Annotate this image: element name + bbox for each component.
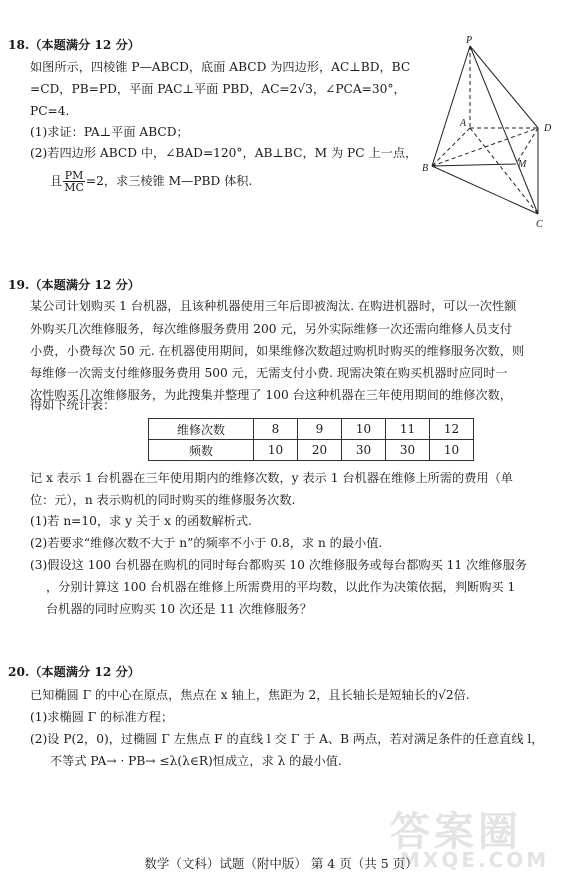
watermark-url: MXQE.COM	[400, 848, 550, 872]
label-b: B	[422, 163, 429, 174]
table-cell: 8	[254, 419, 298, 440]
label-m: M	[518, 159, 527, 170]
table-cell: 30	[342, 440, 386, 461]
table-cell: 维修次数	[149, 419, 254, 440]
table-cell: 10	[342, 419, 386, 440]
q19-part-3-cont-2: 台机器的同时应购买 10 次还是 11 次维修服务？	[46, 602, 312, 616]
pyramid-figure	[418, 34, 558, 234]
table-cell: 12	[430, 419, 474, 440]
q18-heading: 18.（本题满分 12 分）	[8, 38, 140, 52]
repair-frequency-table	[148, 418, 474, 461]
q19-part-2: (2)若要求“维修次数不大于 n”的频率不小于 0.8，求 n 的最小值.	[30, 536, 383, 550]
q20-line-1: 已知椭圆 Γ 的中心在原点，焦点在 x 轴上，焦距为 2，且长轴长是短轴长的√2倍.	[30, 688, 470, 702]
table-cell: 9	[298, 419, 342, 440]
q20-heading: 20.（本题满分 12 分）	[8, 665, 140, 679]
q20-part-2: (2)设 P(2，0)，过椭圆 Γ 左焦点 F 的直线 l 交 Γ 于 A、B 两点，若对满足条件的任意直线 l，	[30, 732, 544, 746]
q18-line-1: 如图所示，四棱锥 P—ABCD，底面 ABCD 为四边形，AC⊥BD，BC	[30, 60, 411, 74]
label-d: D	[544, 123, 552, 134]
label-c: C	[536, 219, 543, 230]
label-a: A	[460, 118, 467, 129]
q18-line-5: (2)若四边形 ABCD 中，∠BAD=120°，AB⊥BC，M 为 PC 上一点，	[30, 146, 418, 160]
q18-line-2: =CD，PB=PD，平面 PAC⊥平面 PBD，AC=2√3，∠PCA=30°，	[30, 82, 406, 96]
ratio-numerator: PM	[64, 169, 84, 182]
table-cell: 20	[298, 440, 342, 461]
table-row	[149, 440, 474, 461]
ratio-fraction	[63, 170, 85, 193]
q19-after-2: 位：元），n 表示购机的同时购买的维修服务次数.	[30, 493, 296, 507]
q19-line-table-intro: 得如下统计表：	[30, 398, 116, 412]
q19-line-2: 外购买几次维修服务，每次维修服务费用 200 元，另外实际维修一次还需向维修人员支付	[30, 322, 512, 336]
page-footer: 数学（文科）试题（附中版） 第 4 页（共 5 页）	[144, 856, 418, 871]
q18-line-6	[50, 170, 252, 193]
q19-line-5: 次性购买几次维修服务，为此搜集并整理了 100 台这种机器在三年使用期间的维修次数，	[30, 388, 512, 402]
q18-line-3: PC=4.	[30, 104, 70, 118]
q20-part-2-cont: 不等式 PA→ · PB→ ≤λ(λ∈R)恒成立，求 λ 的最小值.	[50, 754, 342, 768]
table-cell: 频数	[149, 440, 254, 461]
table-cell: 11	[386, 419, 430, 440]
q19-part-3: (3)假设这 100 台机器在购机的同时每台都购买 10 次维修服务或每台都购买 11 次维修服务	[30, 558, 527, 572]
label-p: P	[466, 35, 473, 46]
table-cell: 30	[386, 440, 430, 461]
q18-line-4: (1)求证：PA⊥平面 ABCD；	[30, 125, 189, 139]
table-cell: 10	[430, 440, 474, 461]
table-cell: 10	[254, 440, 298, 461]
table-row	[149, 419, 474, 440]
q19-line-1: 某公司计划购买 1 台机器，且该种机器使用三年后即被淘汰. 在购进机器时，可以一次性额	[30, 299, 517, 313]
q19-part-3-cont-1: ，分别计算这 100 台机器在维修上所需费用的平均数，以此作为决策依据，判断购买 1	[46, 580, 516, 594]
ratio-denominator: MC	[64, 181, 84, 194]
ratio-suffix: =2，求三棱锥 M—PBD 体积.	[85, 174, 253, 188]
q19-line-3: 小费，小费每次 50 元. 在机器使用期间，如果维修次数超过购机时购买的维修服务次数，则	[30, 344, 525, 358]
q19-line-4: 每维修一次需支付维修服务费用 500 元，无需支付小费. 现需决策在购买机器时应同时一	[30, 366, 508, 380]
watermark-text: 答案圈	[390, 809, 522, 855]
q20-part-1: (1)求椭圆 Γ 的标准方程；	[30, 710, 174, 724]
q19-after-1: 记 x 表示 1 台机器在三年使用期内的维修次数，y 表示 1 台机器在维修上所需的费用（单	[30, 471, 513, 485]
ratio-prefix: 且	[50, 174, 63, 188]
q19-part-1: (1)若 n=10，求 y 关于 x 的函数解析式.	[30, 514, 252, 528]
q19-heading: 19.（本题满分 12 分）	[8, 278, 140, 292]
